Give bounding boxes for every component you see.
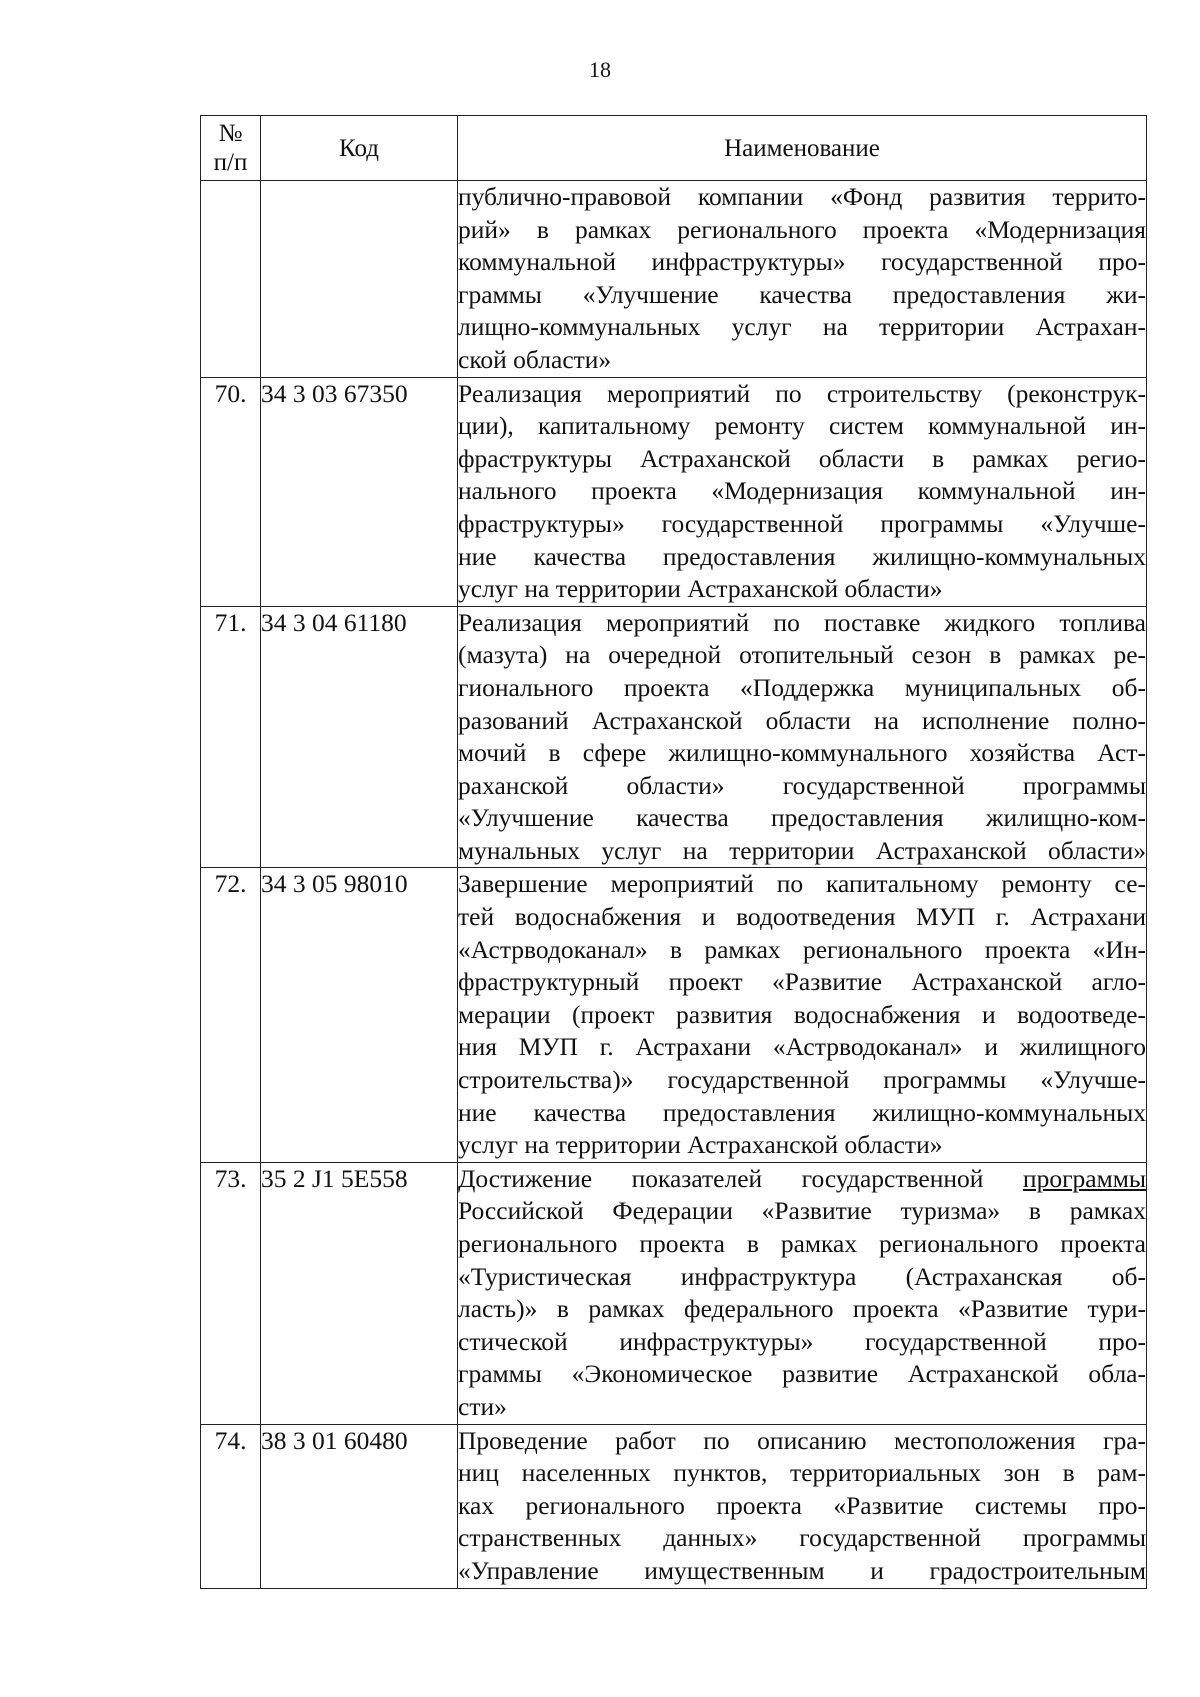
- name-line-first: [458, 1163, 1146, 1196]
- name-line: ках регионального проекта «Развитие системы про-: [458, 1490, 1146, 1520]
- name-line: стической инфраструктуры» государственной про-: [458, 1326, 1146, 1356]
- name-line: строительства)» государственной программы «Улучше-: [458, 1065, 1146, 1095]
- row-number: 70.: [201, 377, 261, 606]
- name-line: «Астрводоканал» в рамках регионального проекта «Ин-: [458, 934, 1146, 964]
- name-line: Российской Федерации «Развитие туризма» в рамках: [458, 1196, 1146, 1226]
- name-line: «Управление имущественным и градостроительным: [458, 1555, 1146, 1585]
- underlined-word: программы: [1022, 1163, 1146, 1193]
- table-row-73: [201, 1162, 1147, 1424]
- name-line: ние качества предоставления жилищно-коммунальных: [458, 1097, 1146, 1127]
- header-number-line1: №: [218, 120, 243, 147]
- name-line: мочий в сфере жилищно-коммунального хозяйства Аст-: [458, 738, 1146, 768]
- name-line: регионального проекта в рамках регионального проекта: [458, 1229, 1146, 1258]
- table-header-row: [201, 116, 1147, 181]
- header-code: Код: [261, 116, 458, 181]
- name-line: ниц населенных пунктов, территориальных зон в рам-: [458, 1458, 1146, 1488]
- name-line: Проведение работ по описанию местоположения гра-: [458, 1425, 1146, 1455]
- row-name: [458, 606, 1147, 868]
- name-line: разований Астраханской области на исполнение полно-: [458, 705, 1146, 735]
- row-name: [458, 1424, 1147, 1588]
- table-row-71: [201, 606, 1147, 868]
- row-number: 72.: [201, 868, 261, 1162]
- name-line: граммы «Улучшение качества предоставления жи-: [458, 279, 1146, 309]
- name-line: раханской области» государственной программы: [458, 770, 1146, 800]
- row-number-empty: [201, 181, 261, 378]
- row-code: 34 3 04 61180: [261, 606, 458, 868]
- name-line: странственных данных» государственной программы: [458, 1523, 1146, 1553]
- name-line: Реализация мероприятий по поставке жидкого топлива: [458, 607, 1146, 637]
- row-code: 35 2 J1 5Е558: [261, 1162, 458, 1424]
- table-row-continuation: [201, 181, 1147, 378]
- name-line: ние качества предоставления жилищно-коммунальных: [458, 541, 1146, 571]
- name-line: «Улучшение качества предоставления жилищно-ком-: [458, 803, 1146, 833]
- name-line: публично-правовой компании «Фонд развития террито-: [458, 182, 1146, 211]
- page-number: 18: [589, 57, 611, 82]
- header-number-line2: п/п: [213, 149, 248, 176]
- name-line: фраструктуры Астраханской области в рамках регио-: [458, 443, 1146, 473]
- name-line: мунальных услуг на территории Астраханской области»: [458, 835, 1146, 865]
- table-row-74: [201, 1424, 1147, 1588]
- name-line: ции), капитальному ремонту систем коммунальной ин-: [458, 411, 1146, 441]
- name-line: фраструктуры» государственной программы «Улучше-: [458, 508, 1146, 538]
- name-line: «Туристическая инфраструктура (Астраханская об-: [458, 1261, 1146, 1291]
- row-code: 34 3 05 98010: [261, 868, 458, 1162]
- name-line: мерации (проект развития водоснабжения и водоотведе-: [458, 999, 1146, 1029]
- row-name: [458, 181, 1147, 378]
- name-line-start: Достижение показателей государственной: [458, 1163, 984, 1193]
- row-code-empty: [261, 181, 458, 378]
- name-line: фраструктурный проект «Развитие Астраханской агло-: [458, 967, 1146, 997]
- name-line: тей водоснабжения и водоотведения МУП г. Астрахани: [458, 902, 1146, 932]
- budget-code-table: [200, 115, 1147, 1589]
- name-line: Реализация мероприятий по строительству (реконструк-: [458, 378, 1146, 408]
- name-line: ской области»: [458, 344, 612, 374]
- header-number: [201, 116, 261, 181]
- row-name: [458, 1162, 1147, 1424]
- name-line: услуг на территории Астраханской области»: [458, 574, 943, 604]
- name-line: коммунальной инфраструктуры» государственной про-: [458, 247, 1146, 277]
- name-line: Завершение мероприятий по капитальному ремонту се-: [458, 869, 1146, 899]
- table-row-72: [201, 868, 1147, 1162]
- header-name: Наименование: [458, 116, 1147, 181]
- row-number: 73.: [201, 1162, 261, 1424]
- row-name: [458, 377, 1147, 606]
- table-row-70: [201, 377, 1147, 606]
- name-line: нального проекта «Модернизация коммунальной ин-: [458, 476, 1146, 506]
- row-name: [458, 868, 1147, 1162]
- name-line: рий» в рамках регионального проекта «Модернизация: [458, 214, 1146, 244]
- name-line: ния МУП г. Астрахани «Астрводоканал» и жилищного: [458, 1032, 1146, 1062]
- name-line: сти»: [458, 1391, 507, 1421]
- row-number: 74.: [201, 1424, 261, 1588]
- row-number: 71.: [201, 606, 261, 868]
- name-line: граммы «Экономическое развитие Астраханской обла-: [458, 1359, 1146, 1389]
- name-line: гионального проекта «Поддержка муниципальных об-: [458, 672, 1146, 702]
- name-line: ласть)» в рамках федерального проекта «Развитие тури-: [458, 1294, 1146, 1324]
- name-line: услуг на территории Астраханской области»: [458, 1130, 943, 1160]
- row-code: 38 3 01 60480: [261, 1424, 458, 1588]
- name-line: лищно-коммунальных услуг на территории Астрахан-: [458, 312, 1146, 342]
- row-code: 34 3 03 67350: [261, 377, 458, 606]
- name-line: (мазута) на очередной отопительный сезон в рамках ре-: [458, 640, 1146, 670]
